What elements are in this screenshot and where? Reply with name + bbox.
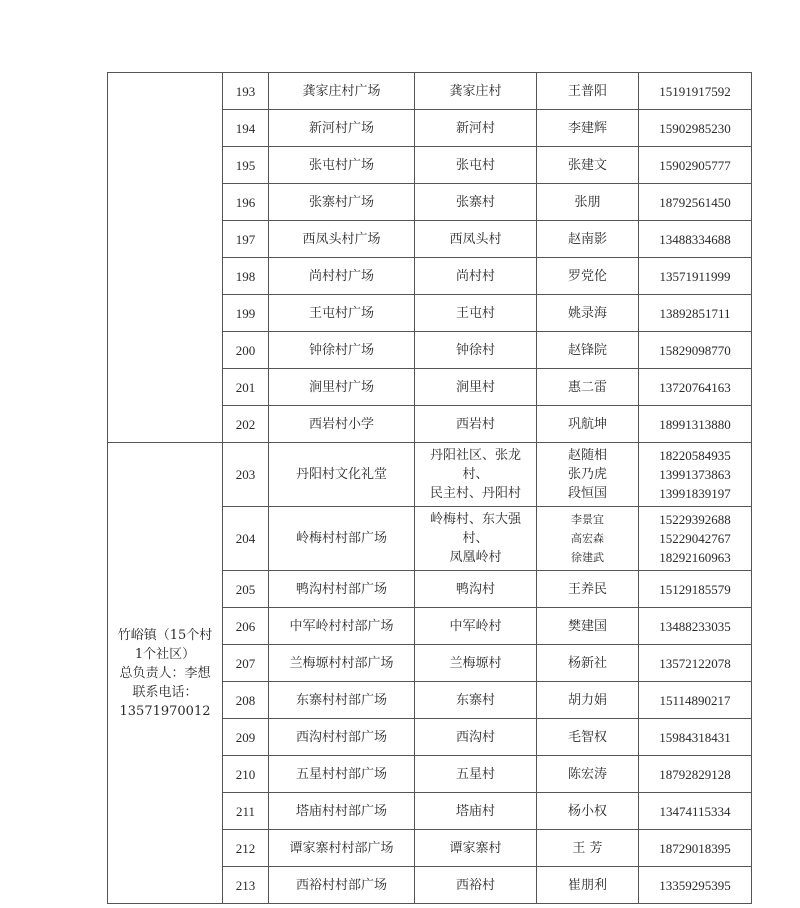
person-line: 张乃虎 <box>567 467 607 482</box>
village-name: 西裕村 <box>415 867 537 904</box>
row-number: 205 <box>223 571 269 608</box>
site-name: 东寨村村部广场 <box>269 682 415 719</box>
village-name: 张屯村 <box>415 147 537 184</box>
contact-person: 胡力娟 <box>537 682 639 719</box>
row-number: 202 <box>223 406 269 443</box>
contact-person <box>537 507 639 571</box>
village-name: 龚家庄村 <box>415 73 537 110</box>
site-name: 鸭沟村村部广场 <box>269 571 415 608</box>
region-line: 1个社区） <box>134 646 196 662</box>
phone-number: 15984318431 <box>639 719 752 756</box>
village-name: 鸭沟村 <box>415 571 537 608</box>
village-line: 丹阳社区、张龙 <box>429 448 521 463</box>
person-line: 高宏森 <box>571 532 604 545</box>
table-row <box>108 443 752 507</box>
phone-line: 13991839197 <box>659 486 731 501</box>
phone-number: 13488233035 <box>639 608 752 645</box>
phone-line: 13991373863 <box>659 467 731 482</box>
site-name: 张屯村广场 <box>269 147 415 184</box>
phone-number: 13488334688 <box>639 221 752 258</box>
phone-number: 15129185579 <box>639 571 752 608</box>
row-number: 213 <box>223 867 269 904</box>
region-line: 竹峪镇（15个村 <box>117 627 213 643</box>
region-line: 联系电话： <box>132 684 198 700</box>
row-number: 207 <box>223 645 269 682</box>
village-line: 村、 <box>462 467 489 482</box>
village-line: 岭梅村、东大强 <box>429 512 521 527</box>
distribution-table <box>107 72 752 904</box>
site-name: 塔庙村村部广场 <box>269 793 415 830</box>
contact-person: 毛智权 <box>537 719 639 756</box>
site-name: 谭家寨村村部广场 <box>269 830 415 867</box>
phone-number: 18792829128 <box>639 756 752 793</box>
village-name <box>415 443 537 507</box>
phone-number: 18729018395 <box>639 830 752 867</box>
region-line: 总负责人：李想 <box>119 665 211 681</box>
row-number: 199 <box>223 295 269 332</box>
site-name: 西沟村村部广场 <box>269 719 415 756</box>
phone-number: 13720764163 <box>639 369 752 406</box>
row-number: 209 <box>223 719 269 756</box>
phone-line: 18292160963 <box>659 550 731 565</box>
phone-number: 15191917592 <box>639 73 752 110</box>
village-name: 塔庙村 <box>415 793 537 830</box>
site-name: 兰梅塬村村部广场 <box>269 645 415 682</box>
row-number: 210 <box>223 756 269 793</box>
phone-number: 15114890217 <box>639 682 752 719</box>
village-line: 村、 <box>462 531 489 546</box>
contact-person: 惠二雷 <box>537 369 639 406</box>
site-name: 西凤头村广场 <box>269 221 415 258</box>
row-number: 200 <box>223 332 269 369</box>
contact-person: 樊建国 <box>537 608 639 645</box>
phone-number: 15829098770 <box>639 332 752 369</box>
phone-number <box>639 507 752 571</box>
contact-person: 姚录海 <box>537 295 639 332</box>
contact-person: 王养民 <box>537 571 639 608</box>
contact-person: 王 芳 <box>537 830 639 867</box>
site-name: 西岩村小学 <box>269 406 415 443</box>
row-number: 204 <box>223 507 269 571</box>
contact-person: 王普阳 <box>537 73 639 110</box>
phone-number: 18792561450 <box>639 184 752 221</box>
village-name: 西沟村 <box>415 719 537 756</box>
person-line: 徐建武 <box>571 551 604 564</box>
village-name: 西凤头村 <box>415 221 537 258</box>
row-number: 203 <box>223 443 269 507</box>
village-name: 尚村村 <box>415 258 537 295</box>
contact-person: 赵锋院 <box>537 332 639 369</box>
site-name: 王屯村广场 <box>269 295 415 332</box>
phone-number: 18991313880 <box>639 406 752 443</box>
contact-person: 李建辉 <box>537 110 639 147</box>
row-number: 197 <box>223 221 269 258</box>
site-name: 五星村村部广场 <box>269 756 415 793</box>
site-name: 龚家庄村广场 <box>269 73 415 110</box>
row-number: 194 <box>223 110 269 147</box>
phone-number: 13474115334 <box>639 793 752 830</box>
site-name: 张寨村广场 <box>269 184 415 221</box>
village-name: 谭家寨村 <box>415 830 537 867</box>
contact-person: 张建文 <box>537 147 639 184</box>
person-line: 赵随相 <box>567 448 607 463</box>
person-line: 段恒国 <box>567 486 607 501</box>
phone-number: 15902985230 <box>639 110 752 147</box>
contact-person: 赵南影 <box>537 221 639 258</box>
village-name <box>415 507 537 571</box>
site-name: 涧里村广场 <box>269 369 415 406</box>
village-name: 张寨村 <box>415 184 537 221</box>
table-row <box>108 73 752 110</box>
row-number: 196 <box>223 184 269 221</box>
contact-person: 张朋 <box>537 184 639 221</box>
site-name: 西裕村村部广场 <box>269 867 415 904</box>
village-name: 中军岭村 <box>415 608 537 645</box>
village-name: 五星村 <box>415 756 537 793</box>
site-name: 中军岭村村部广场 <box>269 608 415 645</box>
row-number: 195 <box>223 147 269 184</box>
village-name: 东寨村 <box>415 682 537 719</box>
village-name: 王屯村 <box>415 295 537 332</box>
contact-person: 罗党伦 <box>537 258 639 295</box>
row-number: 193 <box>223 73 269 110</box>
phone-line: 15229392688 <box>659 512 731 527</box>
region-cell-zhuyu <box>108 443 223 904</box>
phone-number: 13572122078 <box>639 645 752 682</box>
phone-number: 13359295395 <box>639 867 752 904</box>
village-name: 涧里村 <box>415 369 537 406</box>
row-number: 206 <box>223 608 269 645</box>
village-name: 西岩村 <box>415 406 537 443</box>
row-number: 211 <box>223 793 269 830</box>
village-line: 凤凰岭村 <box>449 550 502 565</box>
row-number: 208 <box>223 682 269 719</box>
site-name: 尚村村广场 <box>269 258 415 295</box>
row-number: 198 <box>223 258 269 295</box>
village-name: 钟徐村 <box>415 332 537 369</box>
contact-person <box>537 443 639 507</box>
region-cell-top <box>108 73 223 443</box>
person-line: 李景宜 <box>571 513 604 526</box>
contact-person: 巩航坤 <box>537 406 639 443</box>
row-number: 212 <box>223 830 269 867</box>
phone-number: 13892851711 <box>639 295 752 332</box>
village-line: 民主村、丹阳村 <box>429 486 521 501</box>
village-name: 兰梅塬村 <box>415 645 537 682</box>
site-name: 丹阳村文化礼堂 <box>269 443 415 507</box>
contact-person: 陈宏涛 <box>537 756 639 793</box>
site-name: 新河村广场 <box>269 110 415 147</box>
region-line: 13571970012 <box>119 703 211 719</box>
site-name: 岭梅村村部广场 <box>269 507 415 571</box>
site-name: 钟徐村广场 <box>269 332 415 369</box>
contact-person: 杨小权 <box>537 793 639 830</box>
village-name: 新河村 <box>415 110 537 147</box>
phone-line: 15229042767 <box>659 531 731 546</box>
contact-person: 崔朋利 <box>537 867 639 904</box>
phone-number: 13571911999 <box>639 258 752 295</box>
contact-person: 杨新社 <box>537 645 639 682</box>
phone-number <box>639 443 752 507</box>
phone-number: 15902905777 <box>639 147 752 184</box>
row-number: 201 <box>223 369 269 406</box>
phone-line: 18220584935 <box>659 448 731 463</box>
